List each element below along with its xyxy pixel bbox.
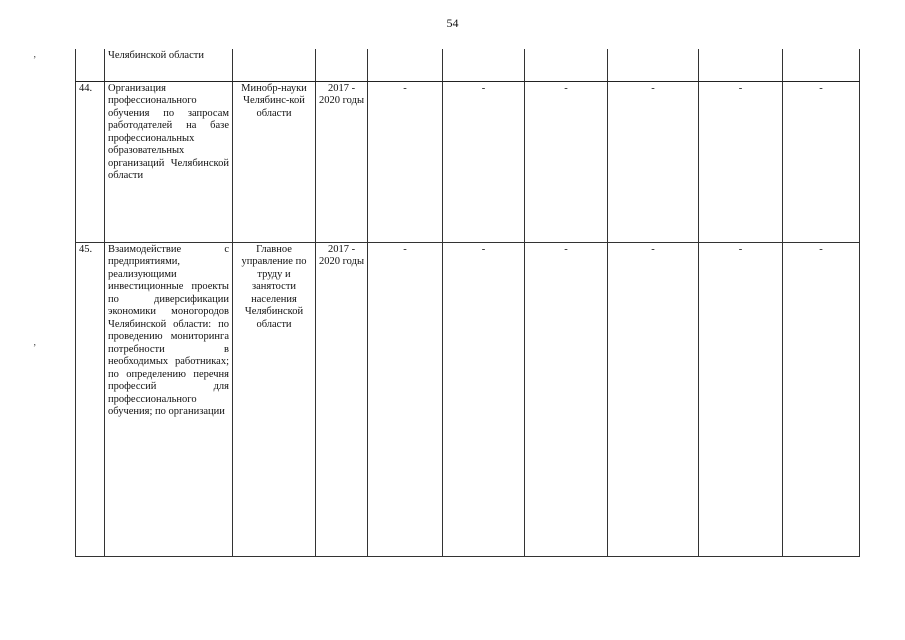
value-cell: -: [525, 242, 608, 556]
value-cell: [368, 49, 443, 81]
measures-table: [75, 49, 860, 557]
table-row: [76, 49, 860, 81]
value-cell: -: [368, 242, 443, 556]
value-cell: -: [443, 81, 525, 242]
value-cell: -: [783, 81, 860, 242]
value-cell: [443, 49, 525, 81]
row-number: 44.: [76, 81, 105, 242]
row-number: 45.: [76, 242, 105, 556]
value-cell: [525, 49, 608, 81]
margin-mark: ’: [33, 55, 37, 66]
value-cell: -: [525, 81, 608, 242]
value-cell: -: [699, 81, 783, 242]
responsible-body: Главное управление по труду и занятости населения Челябинской области: [233, 242, 316, 556]
value-cell: -: [368, 81, 443, 242]
page-number: 54: [446, 16, 459, 30]
value-cell: -: [783, 242, 860, 556]
responsible-body: [233, 49, 316, 81]
value-cell: [699, 49, 783, 81]
responsible-body: Минобр-науки Челябинс-кой области: [233, 81, 316, 242]
row-number: [76, 49, 105, 81]
measure-name: Взаимодействие с предприятиями, реализующими инвестиционные проекты по диверсификации экономики моногородов Челябинской области: по проведению мониторинга потребности в необходимых работниках; по определению перечня профессий для профессионального обучения; по организации: [105, 242, 233, 556]
measure-name: Челябинской области: [105, 49, 233, 81]
term: 2017 - 2020 годы: [316, 242, 368, 556]
value-cell: -: [608, 242, 699, 556]
value-cell: -: [443, 242, 525, 556]
value-cell: -: [699, 242, 783, 556]
table-row: [76, 81, 860, 242]
value-cell: -: [608, 81, 699, 242]
measure-name: Организация профессионального обучения по запросам работодателей на базе профессиональных образовательных организаций Челябинской области: [105, 81, 233, 242]
value-cell: [783, 49, 860, 81]
table-row: [76, 242, 860, 556]
term: [316, 49, 368, 81]
margin-mark: ’: [33, 343, 37, 354]
term: 2017 - 2020 годы: [316, 81, 368, 242]
value-cell: [608, 49, 699, 81]
